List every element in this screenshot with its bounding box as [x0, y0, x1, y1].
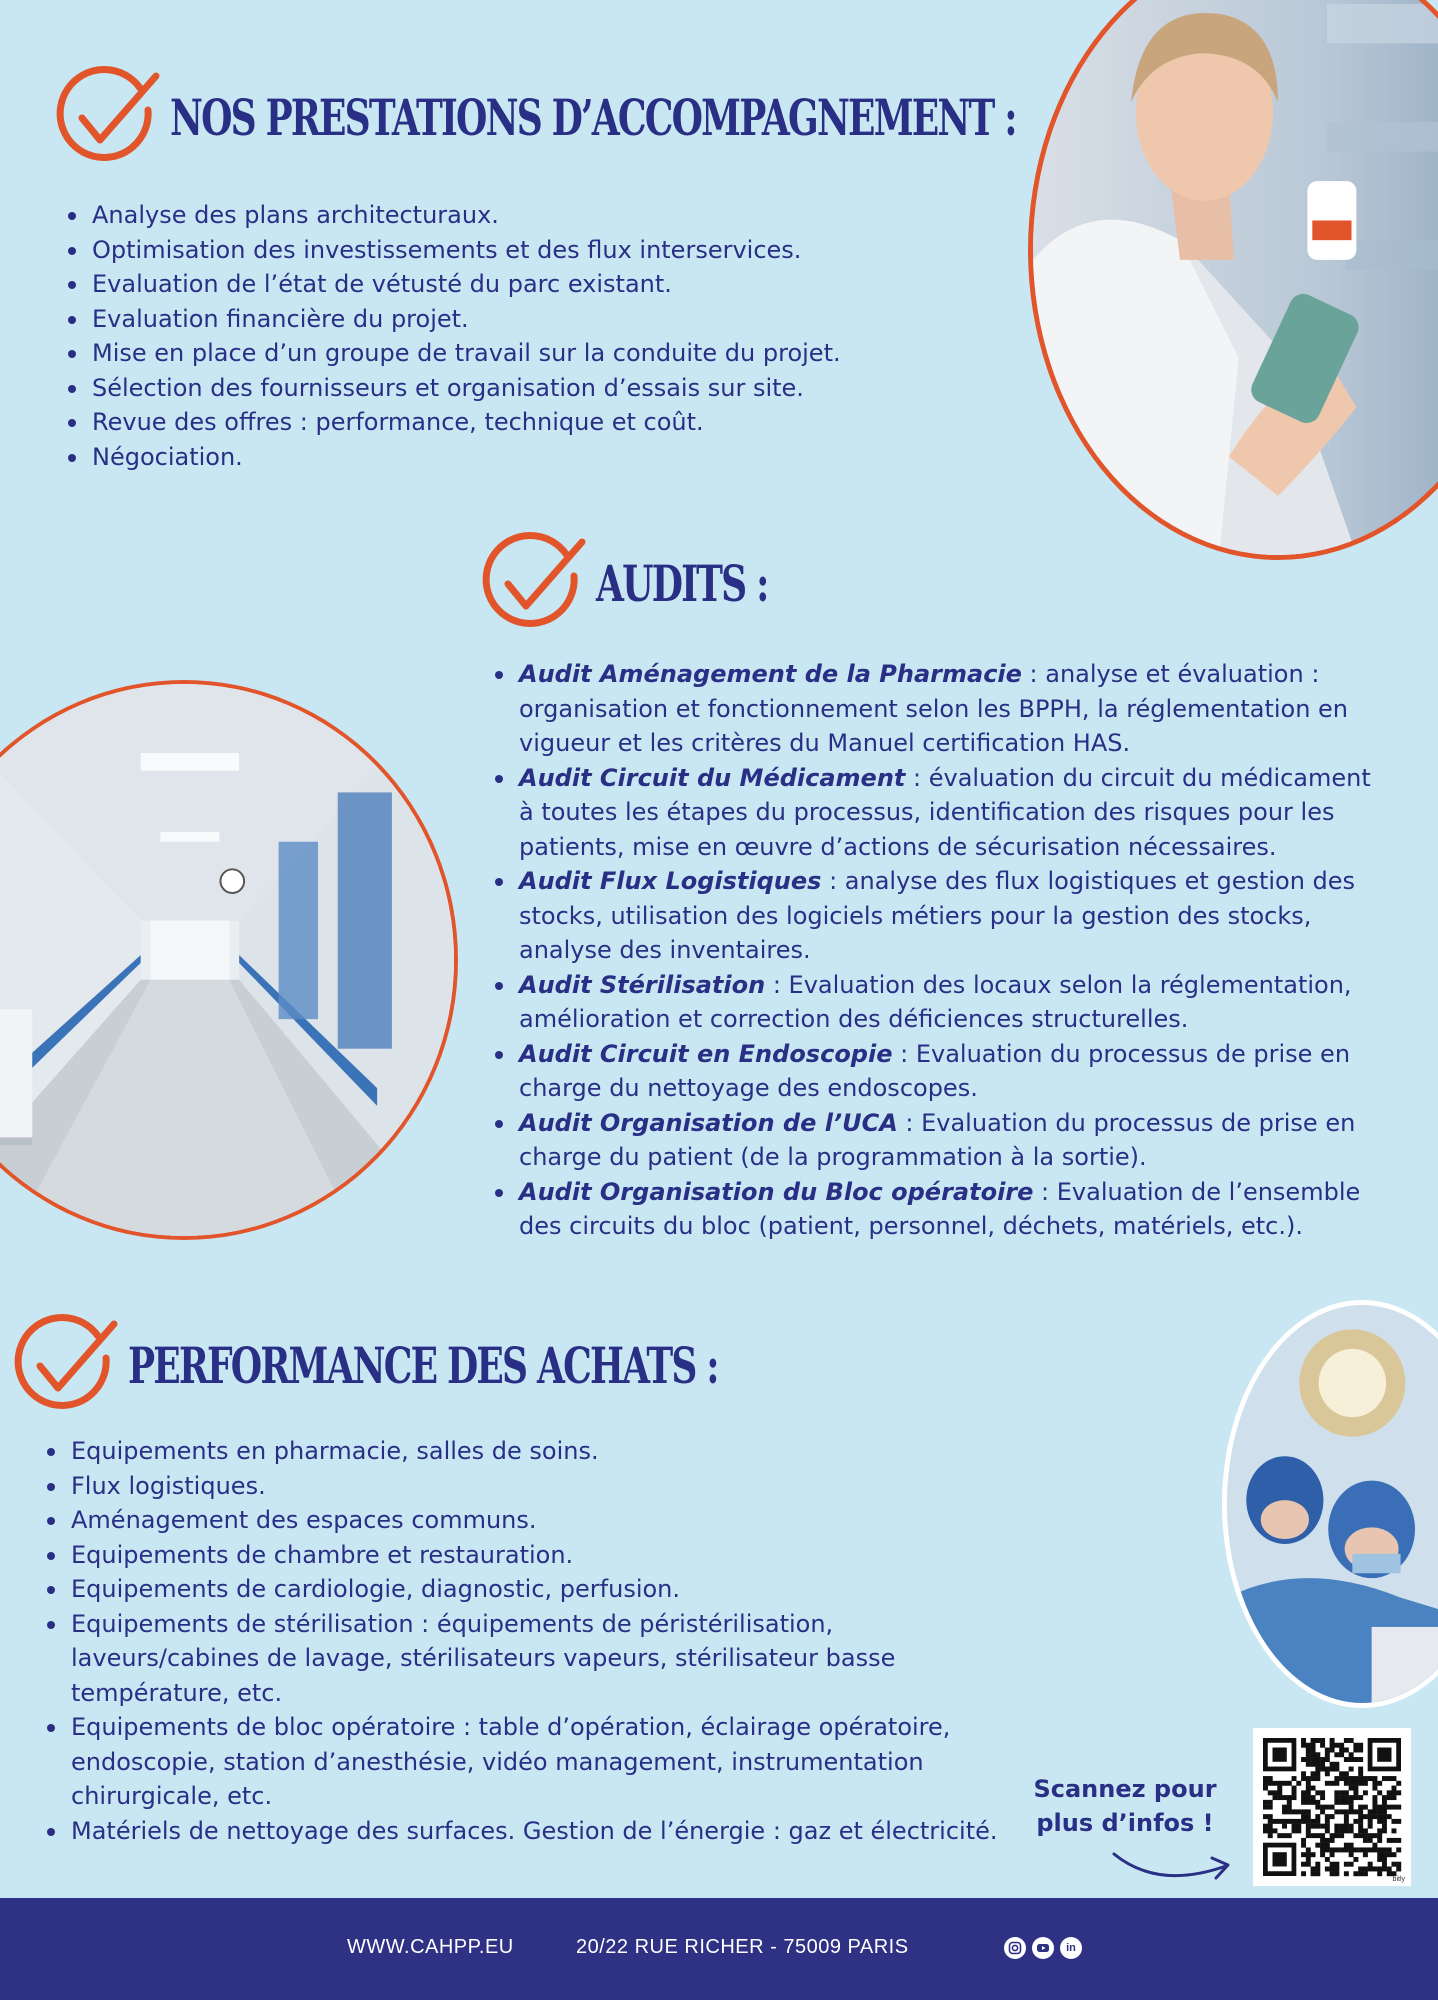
- list-item: Equipements de bloc opératoire : table d’opération, éclairage opératoire, endoscopie, station d’anesthésie, vidéo management, instrumentation chirurgicale, etc.: [41, 1710, 1021, 1814]
- prestations-title: NOS PRESTATIONS D’ACCOMPAGNEMENT :: [170, 87, 1016, 147]
- list-item: Matériels de nettoyage des surfaces. Gestion de l’énergie : gaz et électricité.: [41, 1814, 1021, 1849]
- audit-description: : évaluation du circuit du médicament à toutes les étapes du processus, identification des risques pour les patients, mise en œuvre d’actions de sécurisation nécessaires.: [519, 763, 1371, 861]
- list-item: Analyse des plans architecturaux.: [62, 198, 962, 233]
- audit-name: Audit Organisation de l’UCA: [519, 1108, 898, 1137]
- audit-name: Audit Organisation du Bloc opératoire: [519, 1177, 1034, 1206]
- qr-tag: bitly: [1392, 1876, 1405, 1883]
- audit-description: : analyse et évaluation : organisation et fonctionnement selon les BPPH, la réglementation en vigueur et les critères du Manuel certification HAS.: [519, 660, 1349, 757]
- list-item: Equipements de stérilisation : équipements de péristérilisation, laveurs/cabines de lavage, stérilisateurs vapeurs, stérilisateur basse température, etc.: [41, 1607, 1021, 1711]
- list-item: Evaluation de l’état de vétusté du parc existant.: [62, 267, 962, 302]
- list-item: Equipements de chambre et restauration.: [41, 1538, 1021, 1573]
- list-item: Aménagement des espaces communs.: [41, 1503, 1021, 1538]
- audit-name: Audit Aménagement de la Pharmacie: [519, 660, 1022, 688]
- instagram-icon[interactable]: [1004, 1937, 1026, 1959]
- audit-name: Audit Circuit en Endoscopie: [519, 1039, 893, 1068]
- audits-list: [489, 657, 1379, 1244]
- audit-description: : Evaluation du processus de prise en charge du nettoyage des endoscopes.: [519, 1039, 1351, 1102]
- footer: [0, 1898, 1438, 2000]
- hospital-corridor-photo: [0, 680, 458, 1240]
- footer-website-link[interactable]: WWW.CAHPP.EU: [347, 1936, 514, 1958]
- audit-item: [489, 1037, 1379, 1106]
- audit-name: Audit Stérilisation: [519, 970, 766, 999]
- qr-code[interactable]: [1253, 1728, 1411, 1886]
- check-circle-icon: [478, 528, 588, 638]
- list-item: Equipements en pharmacie, salles de soins.: [41, 1434, 1021, 1469]
- audit-name: Audit Flux Logistiques: [519, 867, 822, 895]
- achats-list: [41, 1434, 1021, 1848]
- linkedin-icon[interactable]: in: [1060, 1937, 1082, 1959]
- audit-item: [489, 864, 1379, 968]
- list-item: Mise en place d’un groupe de travail sur la conduite du projet.: [62, 336, 962, 371]
- achats-heading: [10, 1310, 947, 1420]
- list-item: Sélection des fournisseurs et organisation d’essais sur site.: [62, 371, 962, 406]
- list-item: Revue des offres : performance, technique et coût.: [62, 405, 962, 440]
- list-item: Evaluation financière du projet.: [62, 302, 962, 337]
- audit-name: Audit Circuit du Médicament: [519, 763, 906, 792]
- prestations-list: [62, 198, 962, 474]
- pharmacist-photo: [1028, 0, 1438, 560]
- audit-description: : analyse des flux logistiques et gestion des stocks, utilisation des logiciels métiers pour la gestion des stocks, analyse des inventaires.: [519, 867, 1356, 964]
- audit-item: [489, 1106, 1379, 1175]
- audit-item: [489, 968, 1379, 1037]
- list-item: Flux logistiques.: [41, 1469, 1021, 1504]
- audit-description: : Evaluation de l’ensemble des circuits du bloc (patient, personnel, déchets, matériels, etc.).: [519, 1177, 1361, 1240]
- surgeons-photo: [1222, 1300, 1438, 1708]
- check-circle-icon: [10, 1310, 120, 1420]
- check-circle-icon: [52, 62, 162, 172]
- audits-title: AUDITS :: [596, 553, 768, 613]
- audit-item: [489, 657, 1379, 761]
- audit-description: : Evaluation du processus de prise en charge du patient (de la programmation à la sortie).: [519, 1108, 1356, 1171]
- achats-title: PERFORMANCE DES ACHATS :: [128, 1335, 718, 1395]
- list-item: Equipements de cardiologie, diagnostic, perfusion.: [41, 1572, 1021, 1607]
- footer-address: 20/22 RUE RICHER - 75009 PARIS: [576, 1936, 909, 1958]
- scan-label: Scannez pour plus d’infos !: [1033, 1775, 1217, 1837]
- list-item: Optimisation des investissements et des flux interservices.: [62, 233, 962, 268]
- list-item: Négociation.: [62, 440, 962, 475]
- curved-arrow-icon: [1108, 1840, 1238, 1890]
- audit-description: : Evaluation des locaux selon la réglementation, amélioration et correction des déficiences structurelles.: [519, 970, 1352, 1033]
- audit-item: [489, 1175, 1379, 1244]
- audits-heading: [478, 528, 834, 638]
- qr-code-pattern: [1253, 1728, 1411, 1886]
- youtube-icon[interactable]: [1032, 1937, 1054, 1959]
- audit-item: [489, 761, 1379, 865]
